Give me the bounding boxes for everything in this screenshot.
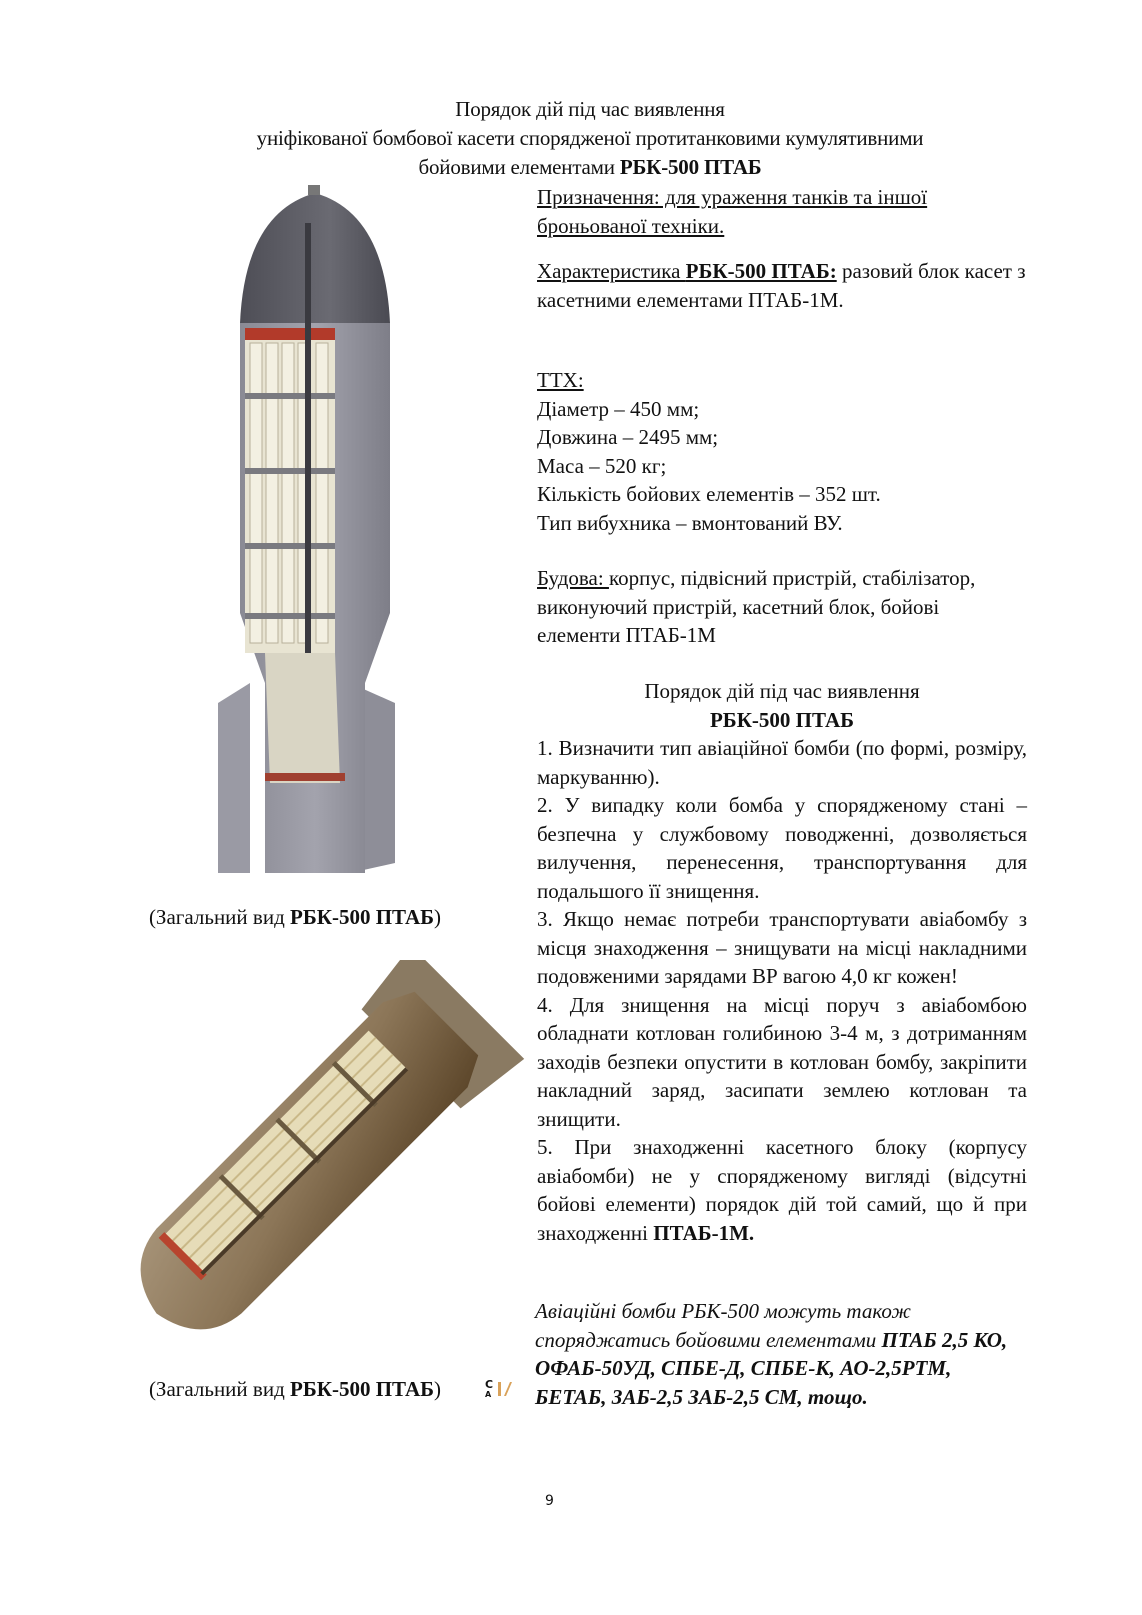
figure-bomb-vertical [190,183,520,883]
procedure-heading-2: РБК-500 ПТАБ [709,707,855,732]
title-line-1: Порядок дій під час виявлення [455,97,725,121]
procedure-step: 5. При знаходженні касетного блоку (корпусу авіабомби) не у спорядженому вигляді (відсутні бойові елементи) порядок дій той самий, що й при знаходженні ПТАБ-1М. [537,1135,1027,1245]
characteristic-paragraph: Характеристика РБК-500 ПТАБ: разовий блок касет з касетними елементами ПТАБ-1М. [537,259,1026,312]
purpose-paragraph: Призначення: для ураження танків та іншої броньованої техніки. [537,185,928,238]
specs-block [537,366,1027,537]
figure-1-caption: (Загальний вид РБК-500 ПТАБ) [148,905,442,929]
procedure-section [537,677,1027,1247]
procedure-step: 2. У випадку коли бомба у спорядженому стані – безпечна у службовому поводженні, дозволяється вилучення, перенесення, транспортування для подальшого її знищення. [537,793,1027,903]
title-line-2: уніфікованої бомбової касети спорядженої протитанковими кумулятивними [256,126,924,150]
page-title [150,95,1030,182]
note-paragraph: Авіаційні бомби РБК-500 можуть також споряджатись бойовими елементами ПТАБ 2,5 КО, ОФАБ-50УД, СПБЕ-Д, СПБЕ-К, АО-2,5РТМ, БЕТАБ, ЗАБ-2,5 ЗАБ-2,5 СМ, тощо. [535,1299,1008,1409]
spec-item: Тип вибухника – вмонтований ВУ. [537,510,843,535]
spec-item: Маса – 520 кг; [537,453,667,478]
construction-label: Будова: [537,566,609,590]
page-number: 9 [545,1493,554,1509]
bomb-diagonal-image [80,960,530,1370]
specs-heading: ТТХ: [537,368,584,392]
bomb-vertical-image [190,183,520,883]
watermark-logo-icon: C A [485,1378,494,1399]
spec-item: Довжина – 2495 мм; [537,425,719,449]
spec-item: Діаметр – 450 мм; [537,396,700,421]
construction-paragraph: Будова: корпус, підвісний пристрій, стабілізатор, виконуючий пристрій, касетний блок, бойові елементи ПТАБ-1М [537,566,976,647]
procedure-heading-1: Порядок дій під час виявлення [644,679,920,703]
procedure-step: 4. Для знищення на місці поруч з авіабомбою обладнати котлован голибиною 3-4 м, з дотриманням заходів безпеки опустити в котлован бомбу, закріпити накладний заряд, засипати землею котлован та знищити. [537,992,1027,1131]
title-bold: РБК-500 ПТАБ [619,155,762,179]
logo-bars-icon [498,1380,512,1398]
procedure-step: 1. Визначити тип авіаційної бомби (по формі, розміру, маркуванню). [537,736,1027,789]
title-line-3: бойовими елементами РБК-500 ПТАБ [418,155,762,179]
characteristic-label: Характеристика РБК-500 ПТАБ: [537,259,837,283]
procedure-step: 3. Якщо немає потреби транспортувати авіабомбу з місця знаходження – знищувати на місці накладними подовженими зарядами ВР вагою 4,0 кг кожен! [537,907,1027,988]
figure-bomb-diagonal [80,960,530,1370]
figure-2-caption: (Загальний вид РБК-500 ПТАБ) [148,1377,442,1401]
spec-item: Кількість бойових елементів – 352 шт. [537,482,881,506]
